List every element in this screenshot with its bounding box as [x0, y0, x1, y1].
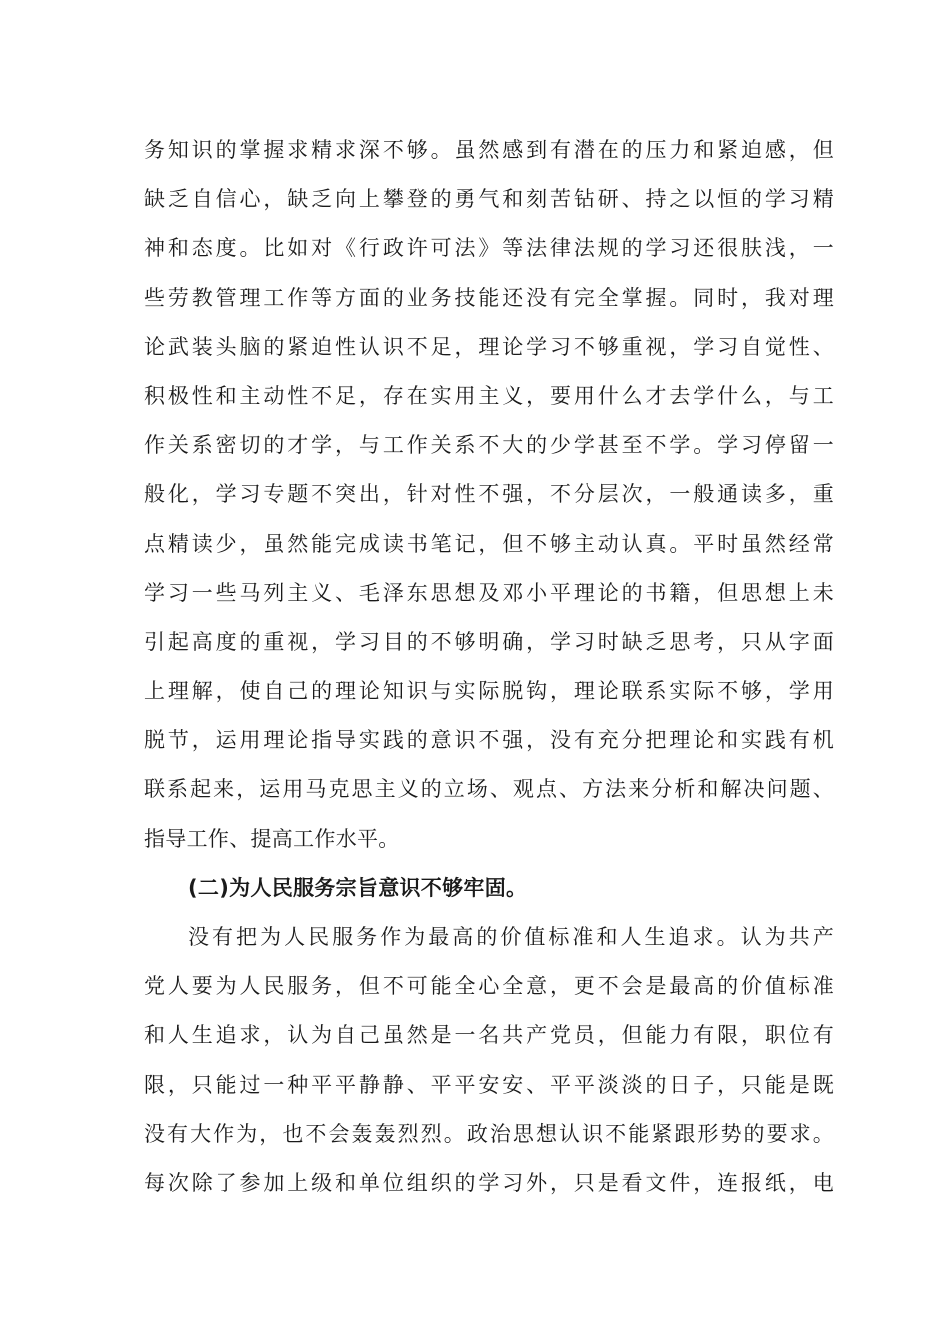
text-line: 上理解，使自己的理论知识与实际脱钩，理论联系实际不够，学用 [144, 679, 834, 704]
text-line: 积极性和主动性不足，存在实用主义，要用什么才去学什么，与工 [144, 383, 834, 408]
text-line: 作关系密切的才学，与工作关系不大的少学甚至不学。学习停留一 [144, 433, 834, 458]
text-line: 每次除了参加上级和单位组织的学习外，只是看文件，连报纸，电 [144, 1170, 834, 1195]
text-line: 没有大作为，也不会轰轰烈烈。政治思想认识不能紧跟形势的要求。 [144, 1121, 834, 1146]
text-line: 联系起来，运用马克思主义的立场、观点、方法来分析和解决问题、 [144, 777, 834, 802]
text-line: 论武装头脑的紧迫性认识不足，理论学习不够重视，学习自觉性、 [144, 334, 834, 359]
text-line: 缺乏自信心，缺乏向上攀登的勇气和刻苦钻研、持之以恒的学习精 [144, 187, 834, 212]
text-line: 限，只能过一种平平静静、平平安安、平平淡淡的日子，只能是既 [144, 1072, 834, 1097]
text-line: 般化，学习专题不突出，针对性不强，不分层次，一般通读多，重 [144, 482, 834, 507]
text-line: 指导工作、提高工作水平。 [144, 826, 400, 851]
section-heading: (二)为人民服务宗旨意识不够牢固。 [188, 875, 528, 900]
text-line: 脱节，运用理论指导实践的意识不强，没有充分把理论和实践有机 [144, 728, 834, 753]
text-line: 党人要为人民服务，但不可能全心全意，更不会是最高的价值标准 [144, 974, 834, 999]
text-line: 务知识的掌握求精求深不够。虽然感到有潜在的压力和紧迫感，但 [144, 138, 834, 162]
text-line: 神和态度。比如对《行政许可法》等法律法规的学习还很肤浅，一 [144, 236, 834, 261]
text-line: 引起高度的重视，学习目的不够明确，学习时缺乏思考，只从字面 [144, 629, 834, 654]
text-line: 学习一些马列主义、毛泽东思想及邓小平理论的书籍，但思想上未 [144, 580, 834, 605]
text-line: 没有把为人民服务作为最高的价值标准和人生追求。认为共产 [188, 925, 834, 949]
paragraph-1 [144, 126, 834, 864]
text-line: 点精读少，虽然能完成读书笔记，但不够主动认真。平时虽然经常 [144, 531, 834, 556]
text-line: 些劳教管理工作等方面的业务技能还没有完全掌握。同时，我对理 [144, 285, 834, 310]
document-body [144, 126, 834, 1208]
text-line: 和人生追求，认为自己虽然是一名共产党员，但能力有限，职位有 [144, 1023, 834, 1048]
paragraph-2 [144, 913, 834, 1208]
